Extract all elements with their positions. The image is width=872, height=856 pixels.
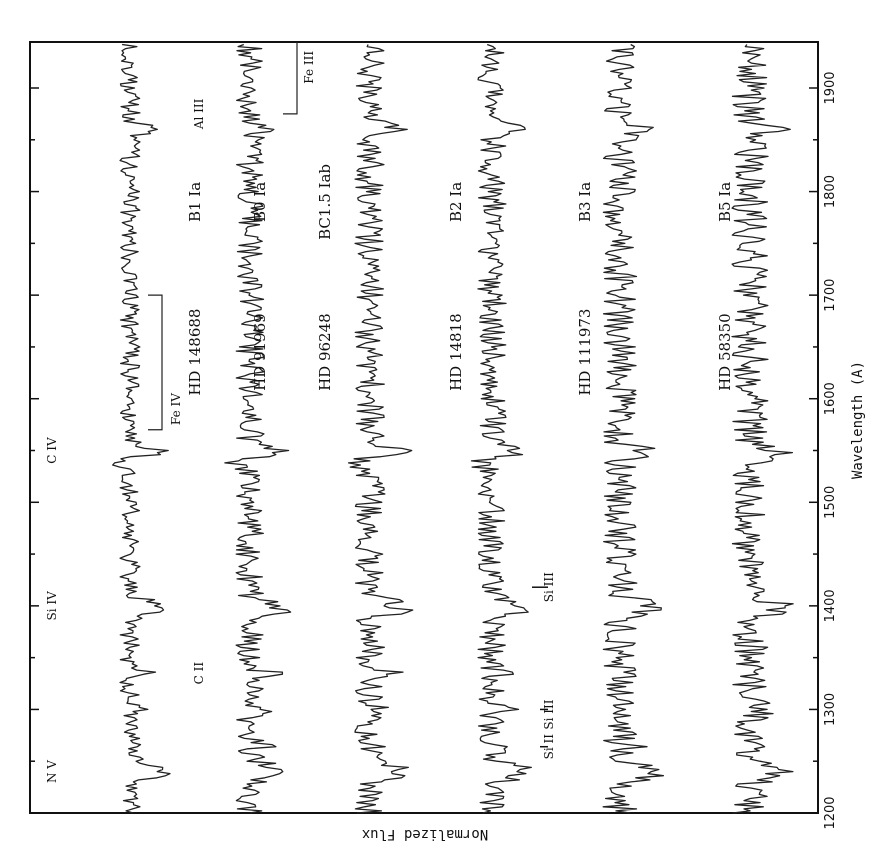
series-type-label: B3 Ia — [576, 181, 594, 223]
spectrum-line — [472, 45, 532, 814]
series-name-label: HD 91969 — [251, 313, 269, 391]
x-tick-label: 1400 — [823, 589, 838, 623]
x-tick-label: 1200 — [823, 796, 838, 830]
spectra-group — [113, 45, 793, 814]
fe-iv-bracket — [148, 295, 162, 430]
absorption-line-label: Si IV — [45, 591, 59, 621]
x-tick-label: 1700 — [823, 278, 838, 312]
series-name-label: HD 96248 — [316, 313, 334, 391]
absorption-line-label: C IV — [45, 437, 59, 464]
spectrum-line — [732, 45, 793, 814]
x-tick-label: 1600 — [823, 382, 838, 416]
series-type-label: B0 Ia — [251, 181, 269, 223]
series-type-label: B1 Ia — [186, 181, 204, 223]
absorption-line-label: C II — [192, 661, 206, 685]
series-name-label: HD 111973 — [576, 308, 594, 396]
absorption-line-label: Fe IV — [169, 393, 183, 426]
absorption-line-label: N V — [45, 760, 59, 784]
x-tick-label: 1500 — [823, 485, 838, 519]
absorption-line-label: Si III — [542, 572, 556, 603]
spectrum-line — [603, 45, 663, 814]
series-name-label: HD 148688 — [186, 308, 204, 396]
fe-iii-bracket — [283, 42, 297, 114]
y-axis-label: Normalized Flux — [361, 826, 489, 842]
series-type-label: BC1.5 Iab — [316, 163, 334, 240]
absorption-line-label: Si II — [542, 734, 556, 760]
x-tick-label: 1300 — [823, 692, 838, 726]
series-name-label: HD 14818 — [447, 313, 465, 391]
x-tick-label: 1900 — [823, 71, 838, 105]
spectrum-line — [349, 45, 413, 814]
absorption-line-label: Fe III — [302, 50, 316, 84]
absorption-line-label: Si III — [542, 699, 556, 730]
absorption-line-label: Al III — [192, 98, 206, 130]
series-name-label: HD 58350 — [716, 313, 734, 391]
x-axis-label: Wavelength (A) — [850, 360, 866, 480]
plot-frame — [30, 42, 818, 813]
spectrum-line — [225, 45, 291, 814]
x-tick-label: 1800 — [823, 175, 838, 209]
series-type-label: B2 Ia — [447, 181, 465, 223]
series-type-label: B5 Ia — [716, 181, 734, 223]
